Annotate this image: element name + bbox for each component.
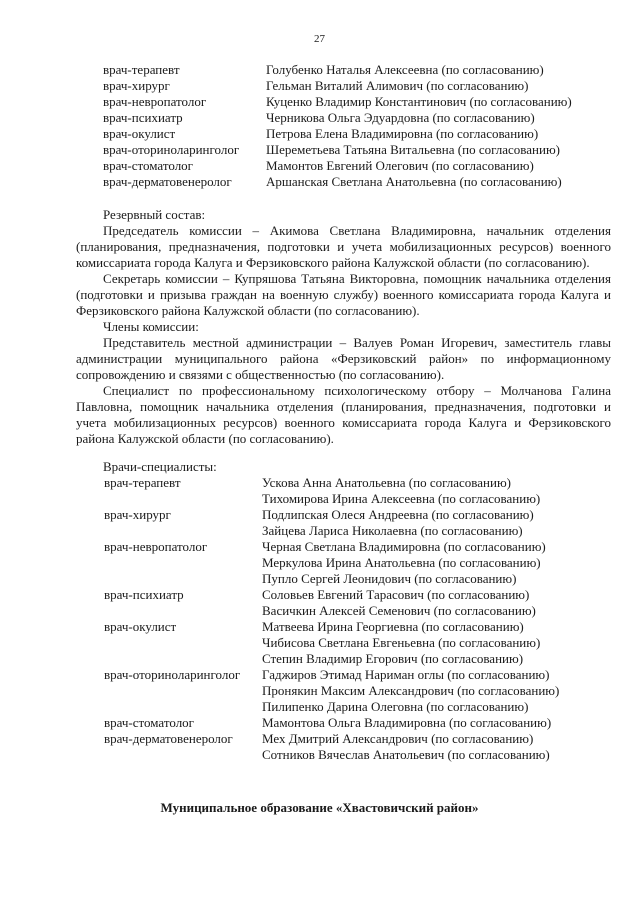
- specialist-row: [0, 555, 639, 571]
- page-number: 27: [314, 33, 325, 45]
- specialist-row: [0, 491, 639, 507]
- specialist-person: Черникова Ольга Эдуардовна (по согласованию): [266, 110, 535, 125]
- specialist-role: врач-стоматолог: [104, 715, 195, 730]
- specialist-person: Куценко Владимир Константинович (по согласованию): [266, 94, 572, 109]
- specialist-role: врач-терапевт: [103, 62, 180, 77]
- specialist-role: врач-хирург: [104, 507, 171, 522]
- specialist-row: [0, 715, 639, 731]
- specialist-row: [0, 587, 639, 603]
- specialist-person: Мех Дмитрий Александрович (по согласованию): [262, 731, 534, 746]
- specialist-row: [0, 94, 639, 110]
- specialist-row: [0, 507, 639, 523]
- specialist-person: Петрова Елена Владимировна (по согласованию): [266, 126, 539, 141]
- specialist-row: [0, 603, 639, 619]
- section-heading: Муниципальное образование «Хвастовичский район»: [160, 800, 479, 815]
- specialist-person: Голубенко Наталья Алексеевна (по согласованию): [266, 62, 544, 77]
- specialist-row: [0, 110, 639, 126]
- specialist-role: врач-оториноларинголог: [104, 667, 241, 682]
- specialist-role: врач-хирург: [103, 78, 170, 93]
- specialist-role: врач-терапевт: [104, 475, 181, 490]
- specialist-role: врач-невропатолог: [104, 539, 208, 554]
- doctors-heading: Врачи-специалисты:: [103, 459, 217, 474]
- specialist-row: [0, 158, 639, 174]
- reserve-secretary: Секретарь комиссии – Купряшова Татьяна Викторовна, помощник начальника отделения (подготовки и призыва граждан на военную службу) военного комиссариата города Калуга и Ферзиковского района Калужской области (по согласованию).: [76, 271, 611, 318]
- specialist-person: Зайцева Лариса Николаевна (по согласованию): [262, 523, 523, 538]
- specialist-row: [0, 62, 639, 78]
- specialist-row: [0, 747, 639, 763]
- main-specialists-list: [0, 62, 639, 190]
- specialist-role: врач-дерматовенеролог: [103, 174, 232, 189]
- specialist-person: Мамонтов Евгений Олегович (по согласованию): [266, 158, 534, 173]
- specialist-person: Степин Владимир Егорович (по согласованию): [262, 651, 524, 666]
- specialist-row: [0, 699, 639, 715]
- specialist-person: Сотников Вячеслав Анатольевич (по согласованию): [262, 747, 550, 762]
- specialist-row: [0, 635, 639, 651]
- local-admin-representative: Представитель местной администрации – Валуев Роман Игоревич, заместитель главы администрации муниципального района «Ферзиковский район» по информационному сопровождению и связями с общественностью (по согласованию).: [76, 335, 611, 382]
- specialist-row: [0, 731, 639, 747]
- reserve-heading: Резервный состав:: [103, 207, 206, 222]
- specialist-row: [0, 523, 639, 539]
- specialist-person: Чибисова Светлана Евгеньевна (по согласованию): [262, 635, 541, 650]
- specialist-person: Меркулова Ирина Анатольевна (по согласованию): [262, 555, 541, 570]
- specialist-person: Матвеева Ирина Георгиевна (по согласованию): [262, 619, 524, 634]
- specialist-person: Васичкин Алексей Семенович (по согласованию): [262, 603, 536, 618]
- specialist-row: [0, 475, 639, 491]
- specialist-person: Мамонтова Ольга Владимировна (по согласованию): [262, 715, 552, 730]
- specialist-role: врач-психиатр: [103, 110, 183, 125]
- specialist-role: врач-дерматовенеролог: [104, 731, 233, 746]
- specialist-person: Соловьев Евгений Тарасович (по согласованию): [262, 587, 530, 602]
- psych-selection-specialist: Специалист по профессиональному психологическому отбору – Молчанова Галина Павловна, помощник начальника отделения (планирования, предназначения, подготовки и учета мобилизационных ресурсов) военного комиссариата города Калуга и Ферзиковского района Калужской области (по согласованию).: [76, 383, 611, 446]
- specialist-role: врач-окулист: [103, 126, 176, 141]
- specialist-person: Аршанская Светлана Анатольевна (по согласованию): [266, 174, 562, 189]
- specialist-row: [0, 142, 639, 158]
- specialist-role: врач-оториноларинголог: [103, 142, 240, 157]
- specialist-role: врач-стоматолог: [103, 158, 194, 173]
- specialist-role: врач-психиатр: [104, 587, 184, 602]
- specialist-row: [0, 78, 639, 94]
- specialist-person: Подлипская Олеся Андреевна (по согласованию): [262, 507, 534, 522]
- specialist-row: [0, 571, 639, 587]
- members-heading: Члены комиссии:: [103, 319, 199, 334]
- reserve-section: [76, 207, 611, 447]
- specialist-person: Пронякин Максим Александрович (по согласованию): [262, 683, 560, 698]
- specialist-row: [0, 174, 639, 190]
- specialist-person: Гельман Виталий Алимович (по согласованию): [266, 78, 529, 93]
- specialist-person: Черная Светлана Владимировна (по согласованию): [262, 539, 546, 554]
- specialist-person: Ускова Анна Анатольевна (по согласованию): [262, 475, 511, 490]
- specialist-role: врач-окулист: [104, 619, 177, 634]
- specialist-row: [0, 651, 639, 667]
- reserve-specialists-list: [0, 475, 639, 763]
- specialist-person: Пилипенко Дарина Олеговна (по согласованию): [262, 699, 529, 714]
- specialist-row: [0, 126, 639, 142]
- specialist-row: [0, 683, 639, 699]
- specialist-person: Пупло Сергей Леонидович (по согласованию): [262, 571, 517, 586]
- reserve-chairman: Председатель комиссии – Акимова Светлана Владимировна, начальник отделения (планирования, предназначения, подготовки и учета мобилизационных ресурсов) военного комиссариата города Калуга и Ферзиковского района Калужской области (по согласованию).: [76, 223, 611, 270]
- specialist-row: [0, 667, 639, 683]
- specialist-row: [0, 619, 639, 635]
- specialist-role: врач-невропатолог: [103, 94, 207, 109]
- specialist-person: Шереметьева Татьяна Витальевна (по согласованию): [266, 142, 560, 157]
- specialist-person: Тихомирова Ирина Алексеевна (по согласованию): [262, 491, 541, 506]
- specialist-row: [0, 539, 639, 555]
- specialist-person: Гаджиров Этимад Нариман оглы (по согласованию): [262, 667, 550, 682]
